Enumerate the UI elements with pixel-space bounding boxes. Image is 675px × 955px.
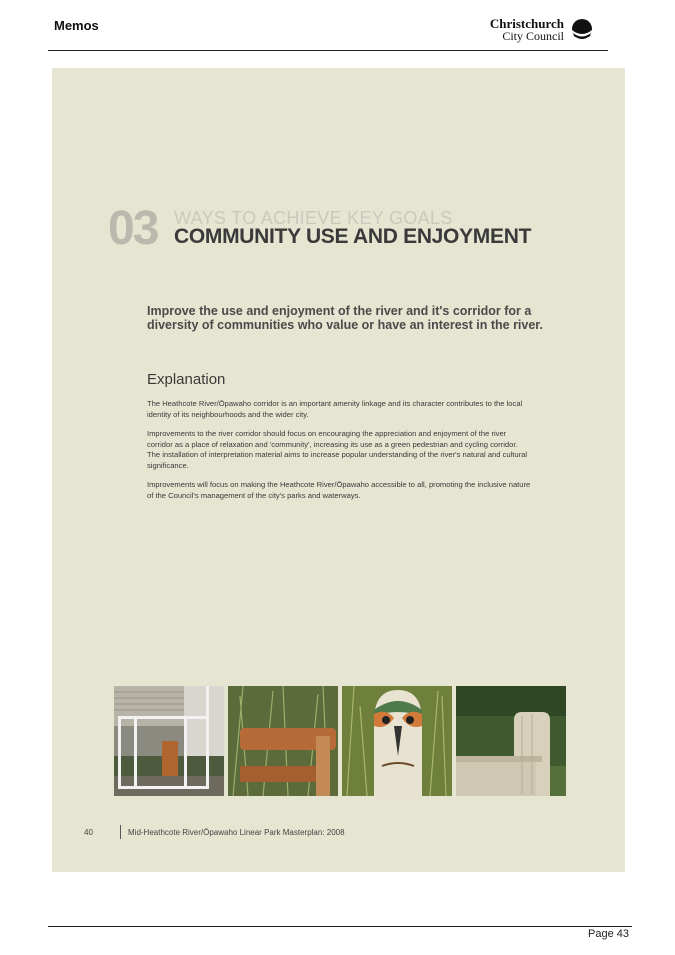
bottom-rule — [48, 926, 632, 927]
document-footer-title: Mid-Heathcote River/Ōpawaho Linear Park Masterplan: 2008 — [128, 828, 345, 837]
memo-header — [48, 10, 608, 51]
logo-line1: Christchurch — [489, 16, 564, 31]
logo-text — [490, 18, 564, 42]
photo-wooden-bench — [228, 686, 338, 796]
paragraph: The Heathcote River/Ōpawaho corridor is an important amenity linkage and its character contributes to the local identity of its neighbourhoods and the wider city. — [147, 399, 523, 419]
memo-title: Memos — [54, 18, 99, 33]
lead-statement: Improve the use and enjoyment of the river and it's corridor for a diversity of communities who value or have an interest in the river. — [147, 304, 543, 332]
photo-bird-bollard — [342, 686, 452, 796]
photo-fence-railing — [114, 686, 224, 796]
council-logo-icon — [570, 18, 594, 42]
photo-timber-seat — [456, 686, 566, 796]
explanation-title: Explanation — [147, 371, 226, 388]
document-page — [52, 68, 625, 872]
section-kicker: WAYS TO ACHIEVE KEY GOALS — [174, 208, 453, 228]
paragraph: Improvements to the river corridor should focus on encouraging the appreciation and enjoyment of the river corridor as a place of relaxation and 'community', increasing its use as a green pedestrian and cycling corridor. The installation of interpretation material aims to increase popular understanding of the river's natural and cultural significance. — [147, 429, 528, 470]
paragraph: Improvements will focus on making the Heathcote River/Ōpawaho accessible to all, promoting the inclusive nature of the Council's management of the city's parks and waterways. — [147, 480, 531, 500]
section-title: COMMUNITY USE AND ENJOYMENT — [174, 225, 532, 248]
logo-line2: City Council — [502, 29, 564, 43]
footer-divider — [120, 825, 121, 839]
page-number: Page 43 — [588, 928, 629, 940]
document-page-number: 40 — [84, 828, 93, 837]
photo-strip — [114, 686, 566, 796]
explanation-body — [147, 399, 532, 510]
section-number: 03 — [108, 202, 158, 255]
